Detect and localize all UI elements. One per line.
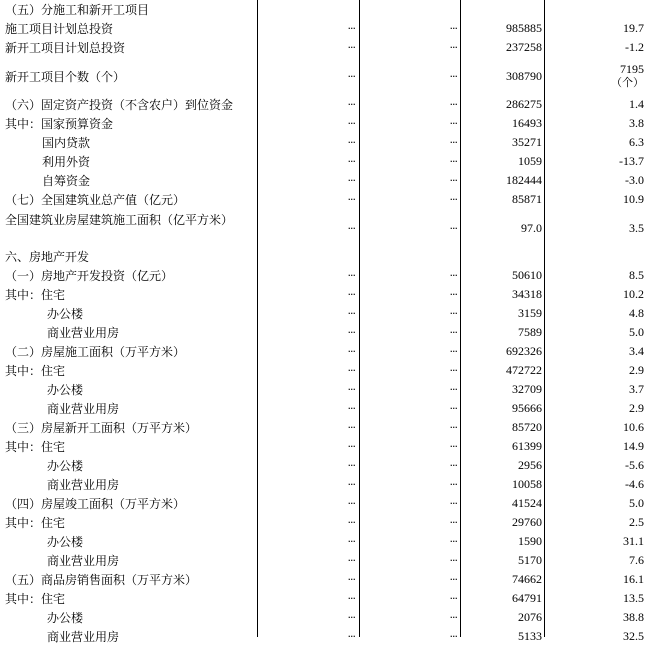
growth-cell: 2.5 xyxy=(629,515,644,529)
table-row xyxy=(0,304,649,323)
placeholder-dots: ··· xyxy=(449,592,457,605)
growth-cell: 8.5 xyxy=(629,268,644,282)
value-cell: 10058 xyxy=(512,477,542,491)
placeholder-dots: ··· xyxy=(347,174,355,187)
row-label: （一）房地产开发投资（亿元） xyxy=(5,269,174,283)
growth-cell: 13.5 xyxy=(623,591,644,605)
growth-cell: 14.9 xyxy=(623,439,644,453)
row-label: 商业营业用房 xyxy=(47,402,120,416)
value-cell: 985885 xyxy=(506,21,542,35)
value-cell: 2956 xyxy=(518,458,542,472)
growth-cell: -1.2 xyxy=(625,40,644,54)
value-cell xyxy=(462,0,542,19)
placeholder-dots: ··· xyxy=(449,535,457,548)
row-label: 商业营业用房 xyxy=(47,326,120,340)
value-cell: 85871 xyxy=(512,192,542,206)
growth-cell: 19.7 xyxy=(623,21,644,35)
table-row xyxy=(0,532,649,551)
placeholder-dots: ··· xyxy=(347,402,355,415)
value-cell xyxy=(462,247,542,266)
row-label: （七）全国建筑业总产值（亿元） xyxy=(5,193,186,207)
placeholder-dots: ··· xyxy=(449,326,457,339)
growth-cell: 1.4 xyxy=(629,97,644,111)
growth-cell: 2.9 xyxy=(629,401,644,415)
placeholder-dots: ··· xyxy=(347,592,355,605)
table-row xyxy=(0,475,649,494)
placeholder-dots: ··· xyxy=(347,364,355,377)
row-label: 其中：住宅 xyxy=(5,288,66,302)
growth-cell: -3.0 xyxy=(625,173,644,187)
placeholder-dots: ··· xyxy=(347,41,355,54)
growth-cell: 5.0 xyxy=(629,325,644,339)
row-label: 商业营业用房 xyxy=(47,630,120,644)
row-label: 其中：住宅 xyxy=(5,440,66,454)
row-label: 办公楼 xyxy=(47,611,84,625)
growth-cell: 16.1 xyxy=(623,572,644,586)
row-label: 新开工项目个数（个） xyxy=(5,69,126,84)
row-label: 其中：住宅 xyxy=(5,592,66,606)
table-row xyxy=(0,437,649,456)
growth-cell: 3.5 xyxy=(629,220,644,235)
placeholder-dots: ··· xyxy=(449,155,457,168)
placeholder-dots: ··· xyxy=(449,516,457,529)
placeholder-dots: ··· xyxy=(449,402,457,415)
row-label: 利用外资 xyxy=(42,155,91,169)
placeholder-dots: ··· xyxy=(449,307,457,320)
placeholder-dots: ··· xyxy=(449,383,457,396)
table-row xyxy=(0,190,649,209)
growth-cell: 3.8 xyxy=(629,116,644,130)
row-label: 国内贷款 xyxy=(42,136,91,150)
placeholder-dots: ··· xyxy=(449,174,457,187)
value-cell: 85720 xyxy=(512,420,542,434)
placeholder-dots: ··· xyxy=(347,326,355,339)
growth-cell: -4.6 xyxy=(625,477,644,491)
placeholder-dots: ··· xyxy=(347,269,355,282)
placeholder-dots: ··· xyxy=(347,611,355,624)
row-label: 商业营业用房 xyxy=(47,554,120,568)
placeholder-dots: ··· xyxy=(449,630,457,643)
placeholder-dots: ··· xyxy=(449,478,457,491)
table-row xyxy=(0,399,649,418)
table-row xyxy=(0,513,649,532)
table-row xyxy=(0,266,649,285)
placeholder-dots: ··· xyxy=(347,307,355,320)
placeholder-dots: ··· xyxy=(347,155,355,168)
growth-cell: 4.8 xyxy=(629,306,644,320)
growth-cell: 7.6 xyxy=(629,553,644,567)
value-cell: 3159 xyxy=(518,306,542,320)
value-cell: 34318 xyxy=(512,287,542,301)
value-cell: 29760 xyxy=(512,515,542,529)
table-row xyxy=(0,114,649,133)
placeholder-dots: ··· xyxy=(347,193,355,206)
growth-cell: 10.2 xyxy=(623,287,644,301)
table-row xyxy=(0,38,649,57)
growth-cell xyxy=(546,247,644,266)
placeholder-dots: ··· xyxy=(449,573,457,586)
placeholder-dots: ··· xyxy=(347,345,355,358)
placeholder-dots: ··· xyxy=(449,117,457,130)
table-row xyxy=(0,152,649,171)
placeholder-dots: ··· xyxy=(449,136,457,149)
row-label: （三）房屋新开工面积（万平方米） xyxy=(5,421,198,435)
value-cell: 7589 xyxy=(518,325,542,339)
row-label: 自筹资金 xyxy=(42,174,91,188)
placeholder-dots: ··· xyxy=(347,383,355,396)
row-label: 办公楼 xyxy=(47,383,84,397)
row-label: 商业营业用房 xyxy=(47,478,120,492)
value-cell: 1590 xyxy=(518,534,542,548)
placeholder-dots: ··· xyxy=(449,421,457,434)
placeholder-dots: ··· xyxy=(449,345,457,358)
growth-cell: 10.6 xyxy=(623,420,644,434)
table-row xyxy=(0,418,649,437)
placeholder-dots: ··· xyxy=(449,69,457,83)
table-row xyxy=(0,608,649,627)
placeholder-dots: ··· xyxy=(347,516,355,529)
table-row xyxy=(0,494,649,513)
row-label: 施工项目计划总投资 xyxy=(5,22,114,36)
value-cell: 64791 xyxy=(512,591,542,605)
table-row xyxy=(0,0,649,19)
growth-cell: -5.6 xyxy=(625,458,644,472)
value-cell: 61399 xyxy=(512,439,542,453)
placeholder-dots: ··· xyxy=(449,98,457,111)
placeholder-dots: ··· xyxy=(449,288,457,301)
value-cell: 16493 xyxy=(512,116,542,130)
value-cell: 35271 xyxy=(512,135,542,149)
placeholder-dots: ··· xyxy=(347,136,355,149)
value-cell: 95666 xyxy=(512,401,542,415)
growth-cell: 2.9 xyxy=(629,363,644,377)
placeholder-dots: ··· xyxy=(347,22,355,35)
placeholder-dots: ··· xyxy=(347,459,355,472)
growth-cell: 3.4 xyxy=(629,344,644,358)
row-label: 六、房地产开发 xyxy=(5,250,90,264)
growth-cell: 38.8 xyxy=(623,610,644,624)
placeholder-dots: ··· xyxy=(449,440,457,453)
value-cell: 50610 xyxy=(512,268,542,282)
growth-cell: 32.5 xyxy=(623,629,644,643)
placeholder-dots: ··· xyxy=(347,288,355,301)
placeholder-dots: ··· xyxy=(449,497,457,510)
placeholder-dots: ··· xyxy=(347,117,355,130)
placeholder-dots: ··· xyxy=(347,573,355,586)
table-row xyxy=(0,342,649,361)
placeholder-dots: ··· xyxy=(449,459,457,472)
placeholder-dots: ··· xyxy=(449,41,457,54)
growth-cell: 31.1 xyxy=(623,534,644,548)
value-cell: 2076 xyxy=(518,610,542,624)
table-row xyxy=(0,361,649,380)
growth-cell: -13.7 xyxy=(619,154,644,168)
table-row xyxy=(0,570,649,589)
placeholder-dots: ··· xyxy=(347,421,355,434)
placeholder-dots: ··· xyxy=(449,221,457,235)
table-row xyxy=(0,19,649,38)
value-cell: 1059 xyxy=(518,154,542,168)
table-row xyxy=(0,133,649,152)
row-label: 全国建筑业房屋建筑施工面积（亿平方米） xyxy=(5,213,234,227)
value-cell: 308790 xyxy=(506,68,542,83)
table-row xyxy=(0,285,649,304)
value-cell: 182444 xyxy=(506,173,542,187)
placeholder-dots: ··· xyxy=(347,630,355,643)
growth-cell: 5.0 xyxy=(629,496,644,510)
table-row xyxy=(0,323,649,342)
table-row xyxy=(0,380,649,399)
value-cell: 5170 xyxy=(518,553,542,567)
placeholder-dots: ··· xyxy=(347,535,355,548)
row-label: （五）商品房销售面积（万平方米） xyxy=(5,573,198,587)
value-cell: 692326 xyxy=(506,344,542,358)
table-row xyxy=(0,247,649,266)
placeholder-dots: ··· xyxy=(347,98,355,111)
placeholder-dots: ··· xyxy=(347,478,355,491)
growth-cell xyxy=(546,0,644,19)
growth-cell xyxy=(546,57,644,95)
row-label: （五）分施工和新开工项目 xyxy=(5,3,150,17)
growth-cell: 10.9 xyxy=(623,192,644,206)
table-row xyxy=(0,95,649,114)
value-cell: 472722 xyxy=(506,363,542,377)
placeholder-dots: ··· xyxy=(347,221,355,235)
growth-cell: 6.3 xyxy=(629,135,644,149)
placeholder-dots: ··· xyxy=(347,497,355,510)
row-label: 其中：国家预算资金 xyxy=(5,117,114,131)
value-cell: 74662 xyxy=(512,572,542,586)
value-cell: 41524 xyxy=(512,496,542,510)
placeholder-dots: ··· xyxy=(449,22,457,35)
placeholder-dots: ··· xyxy=(449,269,457,282)
growth-unit: （个） xyxy=(611,76,644,89)
table-row xyxy=(0,171,649,190)
placeholder-dots: ··· xyxy=(449,364,457,377)
value-cell: 97.0 xyxy=(521,220,542,235)
placeholder-dots: ··· xyxy=(449,193,457,206)
row-label: 办公楼 xyxy=(47,459,84,473)
row-label: 办公楼 xyxy=(47,307,84,321)
table-row xyxy=(0,551,649,570)
row-label: 其中：住宅 xyxy=(5,364,66,378)
table-row xyxy=(0,589,649,608)
growth-cell: 3.7 xyxy=(629,382,644,396)
placeholder-dots: ··· xyxy=(449,611,457,624)
placeholder-dots: ··· xyxy=(347,440,355,453)
value-cell: 286275 xyxy=(506,97,542,111)
row-label: 新开工项目计划总投资 xyxy=(5,41,126,55)
table-row xyxy=(0,456,649,475)
placeholder-dots: ··· xyxy=(347,69,355,83)
row-label: 其中：住宅 xyxy=(5,516,66,530)
value-cell: 5133 xyxy=(518,629,542,643)
growth-value: 7195 xyxy=(620,62,644,76)
value-cell: 237258 xyxy=(506,40,542,54)
value-cell: 32709 xyxy=(512,382,542,396)
placeholder-dots: ··· xyxy=(347,554,355,567)
table-row xyxy=(0,57,649,95)
placeholder-dots: ··· xyxy=(449,554,457,567)
table-row xyxy=(0,209,649,247)
row-label: 办公楼 xyxy=(47,535,84,549)
row-label: （四）房屋竣工面积（万平方米） xyxy=(5,497,186,511)
row-label: （二）房屋施工面积（万平方米） xyxy=(5,345,186,359)
row-label: （六）固定资产投资（不含农户）到位资金 xyxy=(5,98,234,112)
